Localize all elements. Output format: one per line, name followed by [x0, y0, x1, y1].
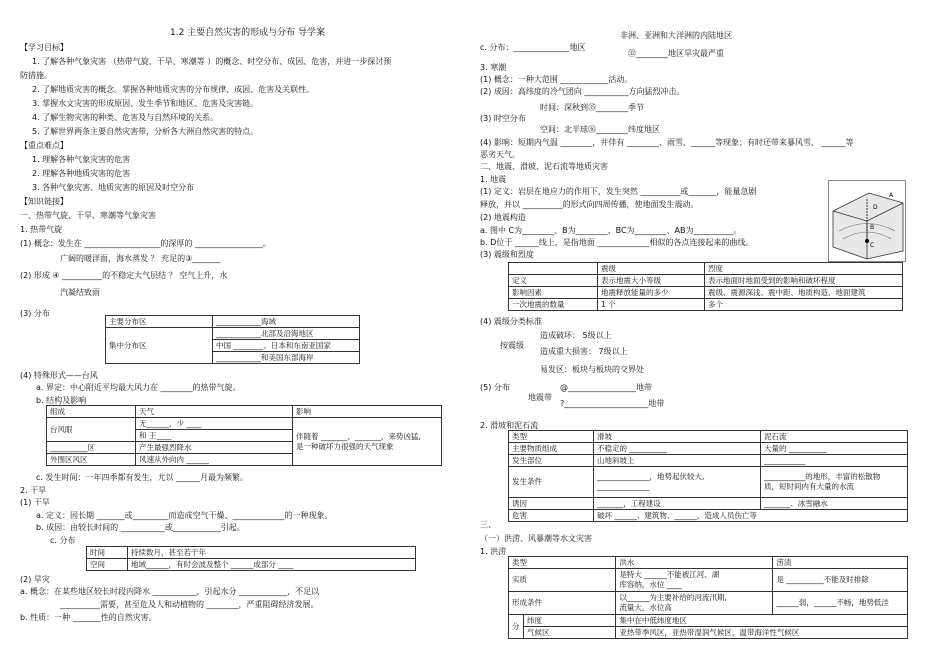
text-line: (2) 成因：高纬度的冷气团向 ___________方向猛烈冲击。	[480, 87, 685, 96]
table-row: 发生部位 山地斜坡上 ___________	[509, 455, 908, 467]
text-line: 广阔的暖洋面，海水蒸发 ？ 充足的③_______	[60, 254, 221, 263]
text-line: 恶劣天气。	[480, 150, 520, 159]
page-title: 1.2 主要自然灾害的形成与分布 导学案	[170, 28, 326, 38]
text-line: 5. 了解世界两条主要自然灾害带，分析各大洲自然灾害的特点。	[32, 127, 259, 136]
right-column	[480, 0, 930, 671]
text-line: a. 图中 C为________、B为________、BC为________、AB为__________。	[480, 226, 742, 235]
svg-text:A: A	[889, 192, 894, 199]
text-line: (4) 特殊形式——台风	[20, 371, 98, 380]
text-line: 防措施。	[20, 71, 52, 80]
text-line: (2) 旱灾	[20, 575, 50, 584]
text-line: 1. 热带气旋	[20, 225, 63, 234]
text-line: 造成破坏： 5级以上	[540, 331, 612, 340]
text-line: (1) 概念：发生在 ___________________的深厚的 _________________。	[20, 239, 271, 248]
table-row: __________区 产生最强烈降水	[47, 442, 442, 454]
text-line: 按震级	[500, 341, 524, 350]
table-header-row: 震级 烈度	[509, 263, 903, 275]
text-line: 1. 理解各种气象灾害的危害	[32, 155, 131, 164]
table-row: 和 王____	[47, 430, 442, 442]
text-line: b. 成因：由较长时间的 ___________或____________引起。	[36, 523, 245, 532]
text-line: 1. 洪涝	[480, 547, 507, 556]
text-line: 【知识链接】	[20, 197, 68, 206]
text-line: (3) 震级和烈度	[480, 250, 534, 259]
flood-waterlogging-table	[508, 556, 908, 639]
table-row: 气候区 亚热带季风区，亚热带湿润气候区，温带海洋性气候区	[509, 627, 908, 639]
text-line: (2) 形成 ④ __________的不稳定大气层结 ？ 空气上升，水	[20, 271, 228, 280]
text-line: (1) 定义：岩层在地应力的作用下，发生突然 __________或_______，能量急剧	[480, 187, 757, 196]
table-row: 诱因 _______，工程建设 _______、冰雪融水	[509, 498, 908, 510]
text-line: 1. 地震	[480, 175, 507, 184]
text-line: (3) 时空分布	[480, 114, 526, 123]
text-line: (1) 干旱	[20, 498, 50, 507]
text-line: 空间：北半球㊱________纬度地区	[540, 125, 660, 134]
text-line: ?_____________________地带	[560, 399, 665, 408]
table-row: 一次地震的数量 1 个 多个	[509, 299, 903, 311]
svg-text:B: B	[870, 224, 875, 231]
text-line: ㉜________地区旱灾最严重	[628, 49, 724, 58]
text-line: (4) 影响：短期内气温 ________，并伴有 ________、雨雪、______等现象；有时还带来暴风雪、 ______等	[480, 138, 854, 147]
earthquake-structure-diagram	[828, 180, 906, 262]
table-header-row: 类型 洪水 涝渍	[509, 557, 908, 569]
table-row: 台风眼 无______，少 ____ 伴随着 _______、_______，来势凶猛, 是一种破坏力很强的天气现象	[47, 418, 442, 430]
text-line: 汽凝结致雨	[60, 288, 100, 297]
text-line: (5) 分布	[480, 383, 510, 392]
text-line: c. 分布	[50, 536, 76, 545]
table-row: ____________和美国东部海岸	[106, 352, 360, 364]
table-header-row: 组成 天气 影响	[47, 406, 442, 418]
table-row: 中国 ________、日本和东南亚国家	[106, 340, 360, 352]
text-line: 【学习目标】	[20, 43, 68, 52]
text-line: 2. 了解地质灾害的概念。掌握各种地质灾害的分布规律、成因、危害及关联性。	[32, 85, 315, 94]
table-header-row: 类型 滑坡 泥石流	[509, 431, 908, 443]
text-line: (1) 概念：一种大范围 ____________活动。	[480, 75, 633, 84]
text-line: b. D位于 ______线上，是指地面 _____________相似的各点连接起来的曲线。	[480, 238, 754, 247]
text-line: 3. 掌握水文灾害的形成原因、发生季节和地区、危害及灾害链。	[32, 99, 259, 108]
text-line: 造成重大损害： 7级以上	[540, 347, 628, 356]
text-line: 非洲、亚洲和大洋洲的内陆地区	[620, 31, 732, 40]
text-line: 2. 干旱	[20, 486, 47, 495]
text-line: (2) 地震构造	[480, 213, 526, 222]
text-line: c. 分布：______________地区	[480, 43, 586, 52]
text-line: 释放，并以 __________的形式向四周传播，使地面发生震动。	[480, 200, 699, 209]
table-row: 发生条件 ______________，地势起伏较大, ______________ ___________的地形，丰富的松散物 质，短时间内有大量的水流	[509, 467, 908, 498]
text-line: 【重点难点】	[20, 141, 68, 150]
table-row: 集中分布区 ____________北部及沿海地区	[106, 328, 360, 340]
text-line: 2. 理解各种地质灾害的危害	[32, 169, 131, 178]
table-row: 影响因素 地震释放能量的多少 震级、震源深浅、震中距、地质构造、地面建筑	[509, 287, 903, 299]
text-line: 地震带	[528, 393, 552, 402]
text-line: a. 概念：在某些地区较长时段内降水 ___________，引起水分 ____________，不足以	[20, 587, 320, 596]
text-line: 1. 了解各种气象灾害 （热带气旋、干旱、寒潮等 ）的概念、时空分布、成因、危害，并进一步探讨预	[32, 57, 392, 66]
table-row: 时间 持续数月，甚至若干年	[87, 547, 416, 559]
text-line: 一、热带气旋、干旱、寒潮等气象灾害	[20, 211, 156, 220]
text-line: b. 性质：一种 _______性的自然灾害。	[20, 613, 157, 622]
text-line: a. 定义：因长期 _______或_________而造成空气干燥、_____________的一种现象。	[36, 511, 333, 520]
text-line: c. 发生时间：一年四季都有发生，尤以 ______月最为频繁。	[36, 473, 249, 482]
table-row: 定义 表示地震大小等级 表示地面时地面受到的影响和破坏程度	[509, 275, 903, 287]
text-line: (4) 震级分类标准	[480, 317, 542, 326]
text-line: a. 界定：中心附近平均最大风力在 ________的热带气旋。	[36, 383, 241, 392]
drought-distribution-table	[86, 546, 416, 571]
text-line: b. 结构及影响	[36, 396, 87, 405]
table-row: 主要分布区 ____________海域	[106, 316, 360, 328]
svg-text:C: C	[870, 242, 875, 249]
table-row: 危害 破坏 ______、建筑物、______，造成人员伤亡等	[509, 510, 908, 522]
text-line: (3) 分布	[20, 309, 50, 318]
text-line: __________需要，甚至危及人和动植物的 ________，严重阻碍经济发展。	[60, 600, 319, 609]
landslide-debrisflow-table	[508, 430, 908, 522]
text-line: 二、地震、滑坡、泥石流等地质灾害	[480, 162, 608, 171]
text-line: 4. 了解生物灾害的种类、危害及与自然环境的关系。	[32, 113, 219, 122]
text-line: （一）洪涝、风暴潮等水文灾害	[480, 534, 592, 543]
left-column	[20, 0, 450, 671]
svg-text:D: D	[873, 204, 878, 211]
text-line: 易发区：板块与板块的交界处	[540, 365, 644, 374]
magnitude-intensity-table	[508, 262, 903, 311]
text-line: 3. 寒潮	[480, 63, 507, 72]
text-line: 三、	[480, 520, 496, 529]
cyclone-distribution-table	[105, 315, 360, 364]
text-line: 时间：深秋到㉟________季节	[540, 103, 644, 112]
table-row: 外围区风区 风速从外向内 ______	[47, 454, 442, 466]
table-row: 空间 地域______，有时会波及整个 ______或部分 ____	[87, 559, 416, 571]
table-row: 实质 是特大 ______不能被江河、湖 库容纳，水位 ____ 是 __________不能及时排除	[509, 569, 908, 592]
text-line: @_________________地带	[560, 383, 652, 392]
text-line: 3. 各种气象灾害、地质灾害的原因及时空分布	[32, 183, 195, 192]
table-row: 分 纬度 集中在中低纬度地区	[509, 615, 908, 627]
table-row: 形成条件 以______为主要补给的河流汛期, 流量大，水位高 ______弱，______不畅，地势低洼	[509, 592, 908, 615]
text-line: 2. 滑坡和泥石流	[480, 421, 539, 430]
table-row: 主要物质组成 不稳定的 __________ 大量的 __________	[509, 443, 908, 455]
typhoon-structure-table	[46, 405, 442, 466]
